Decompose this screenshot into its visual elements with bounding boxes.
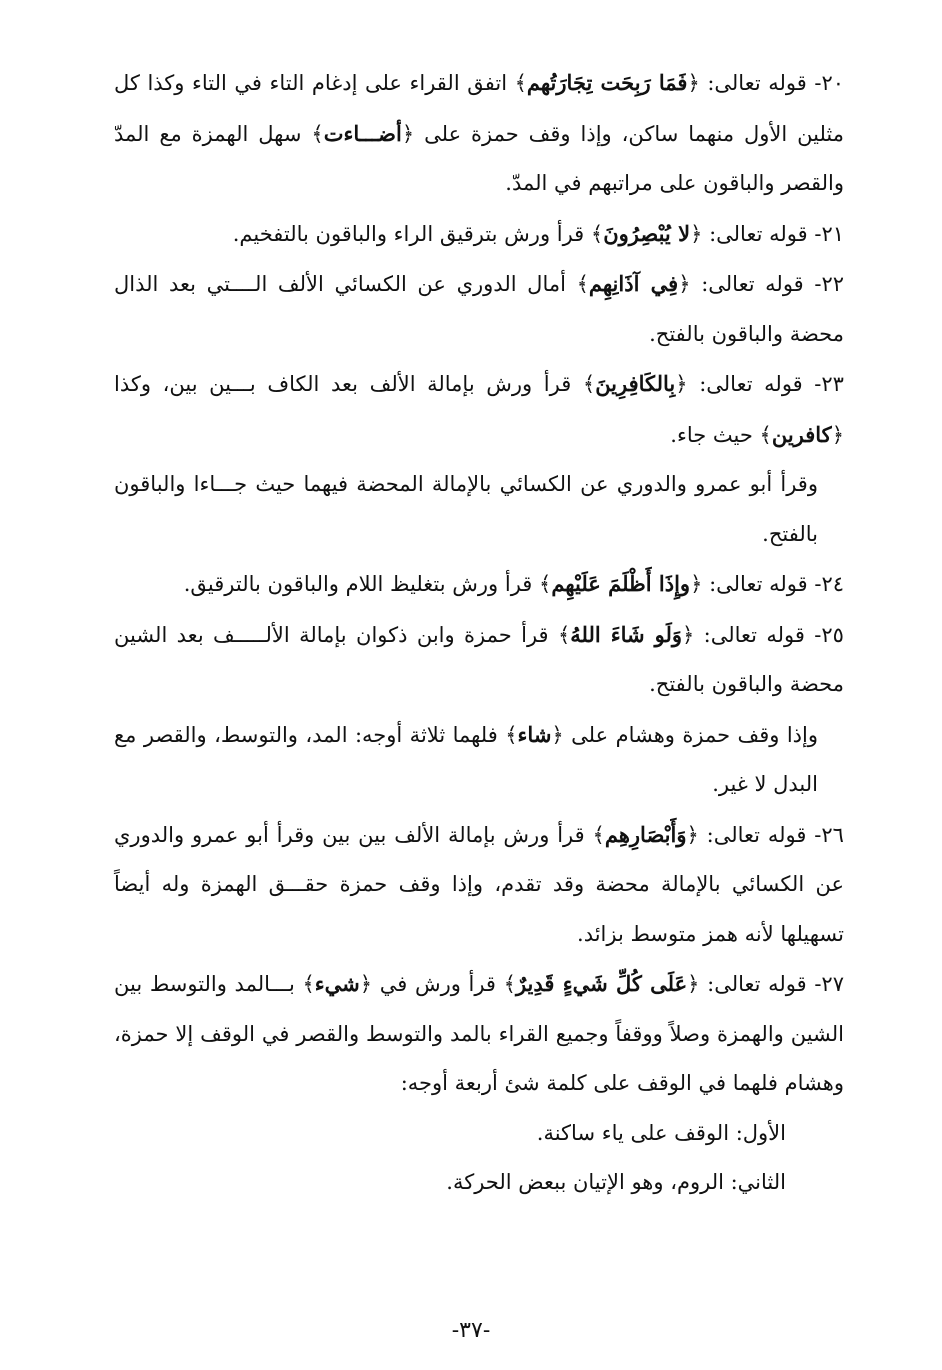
item-number: ٢٢ (821, 272, 845, 296)
paragraph-26: ٢٦- قوله تعالى: ﴿وَأَبْصَارِهِم﴾ قرأ ورش بإمالة الألف بين بين وقرأ أبو عمرو والدوري عن الكسائي بالإمالة محضة وقد تقدم، وإذا وقف حمزة حقـــق الهمزة وله أيضاً تسهيلها لأنه همز متوسط بزائد. (114, 821, 844, 946)
paragraph-22: ٢٢- قوله تعالى: ﴿فِي آذَانِهِم﴾ أمال الدوري عن الكسائي الألف الــــتي بعد الذال محضة والباقون بالفتح. (114, 271, 845, 346)
commentary: أمال الدوري عن الكسائي الألف الــــتي بعد الذال محضة والباقون بالفتح. (114, 272, 844, 346)
commentary: وقرأ أبو عمرو والدوري عن الكسائي بالإمالة المحضة فيهما حيث جـــاءا والباقون بالفتح. (114, 472, 818, 546)
commentary: قرأ ورش بإمالة الألف بين بين وقرأ أبو عمرو والدوري عن الكسائي بالإمالة محضة وقد تقدم، وإذا وقف حمزة حقـــق الهمزة وله أيضاً تسهيلها لأنه همز متوسط بزائد. (114, 822, 844, 946)
item-number: ٢٤ (821, 572, 844, 596)
item-number: ٢١ (821, 221, 844, 246)
quran-verse: فِي آذَانِهِم (588, 271, 679, 296)
commentary: قرأ حمزة وابن ذكوان بإمالة الألـــــف بعد الشين محضة والباقون بالفتح. (114, 622, 844, 696)
quran-word: شيء (314, 971, 360, 996)
commentary: وإذا وقف حمزة وهشام على (571, 722, 818, 747)
paragraph-24: ٢٤- قوله تعالى: ﴿وإِذَا أَظْلَمَ عَلَيْهِم﴾ قرأ ورش بتغليظ اللام والباقون بالترقيق. (183, 571, 844, 596)
paragraph-27: ٢٧- قوله تعالى: ﴿عَلَى كُلِّ شَيءٍ قَدِيرٌ﴾ قرأ ورش في ﴿شيء﴾ بـــالمد والتوسط بين الشين والهمزة وصلاً ووقفاً وجميع القراء بالمد والتوسط والقصر في الوقف إلا حمزة، وهشام فلهما في الوقف على كلمة شئ أربعة أوجه: (114, 971, 844, 1095)
text-block (114, 58, 844, 1208)
intro: قوله تعالى: (699, 372, 803, 396)
item-number: ٢٣ (821, 372, 844, 396)
quran-verse: عَلَى كُلِّ شَيءٍ قَدِيرٌ (515, 971, 688, 996)
quran-verse: وإِذَا أَظْلَمَ عَلَيْهِم (551, 571, 691, 596)
paragraph-23: ٢٣- قوله تعالى: ﴿بِالكَافِرِينَ﴾ قرأ ورش بإمالة الألف بعد الكاف بـــين بين، وكذا ﴿كافرين﴾ حيث جاء. (114, 371, 844, 447)
intro: قوله تعالى: (701, 272, 804, 296)
quran-verse: لا يُبْصِرُونَ (603, 220, 691, 246)
intro: قوله تعالى: (707, 71, 807, 95)
list-item-second: الثاني: الروم، وهو الإتيان ببعض الحركة. (446, 1170, 786, 1194)
item-number: ٢٦ (821, 822, 844, 847)
commentary: بـــالمد والتوسط بين الشين والهمزة وصلاً ووقفاً وجميع القراء بالمد والتوسط والقصر في الوقف إلا حمزة، وهشام فلهما في الوقف على كلمة شئ أربعة أوجه: (114, 972, 844, 1095)
item-number: ٢٧ (821, 972, 844, 996)
commentary: قرأ ورش بتغليظ اللام والباقون بالترقيق. (183, 572, 533, 596)
page-number: -٣٧- (451, 1318, 491, 1343)
commentary: فلهما ثلاثة أوجه: المد، والتوسط، والقصر مع البدل لا غير. (114, 722, 818, 796)
quran-word: كافرين (771, 421, 832, 447)
commentary: سهل الهمزة مع المدّ والقصر والباقون على مراتبهم في المدّ. (114, 121, 844, 195)
commentary: حيث جاء. (670, 422, 753, 447)
list-item-first: الأول: الوقف على ياء ساكنة. (536, 1120, 786, 1145)
commentary: اتفق القراء على إدغام التاء في التاء وكذا كل مثلين الأول منهما ساكن، وإذا وقف حمزة على (114, 71, 845, 146)
intro: قوله تعالى: (709, 572, 808, 596)
item-number: ٢٥ (821, 622, 844, 647)
intro: قوله تعالى: (707, 972, 807, 996)
paragraph-23-continued (114, 460, 844, 559)
paragraph-25: ٢٥- قوله تعالى: ﴿وَلَو شَاءَ اللهُ﴾ قرأ حمزة وابن ذكوان بإمالة الألـــــف بعد الشين محضة والباقون بالفتح. (114, 621, 844, 696)
commentary: قرأ ورش في (379, 972, 496, 996)
intro: قوله تعالى: (703, 622, 805, 647)
paragraph-25-continued: وإذا وقف حمزة وهشام على ﴿شاء﴾ فلهما ثلاثة أوجه: المد، والتوسط، والقصر مع البدل لا غير. (114, 721, 818, 796)
commentary: قرأ ورش بإمالة الألف بعد الكاف بـــين بين، وكذا (114, 372, 572, 396)
quran-verse: فَمَا رَبِحَت تِجَارَتُهم (526, 70, 688, 95)
commentary: قرأ ورش بترقيق الراء والباقون بالتفخيم. (232, 221, 585, 246)
intro: قوله تعالى: (709, 221, 808, 246)
intro: قوله تعالى: (706, 822, 807, 847)
paragraph-20: ٢٠- قوله تعالى: ﴿فَمَا رَبِحَت تِجَارَتُهم﴾ اتفق القراء على إدغام التاء في التاء وكذا كل مثلين الأول منهما ساكن، وإذا وقف حمزة على ﴿أضـــاءت﴾ سهل الهمزة مع المدّ والقصر والباقون على مراتبهم في المدّ. (114, 70, 845, 195)
quran-word: أضـــاءت (323, 120, 402, 146)
item-number: ٢٠ (821, 71, 844, 95)
quran-verse: بِالكَافِرِينَ (595, 371, 676, 396)
paragraph-21: ٢١- قوله تعالى: ﴿لا يُبْصِرُونَ﴾ قرأ ورش بترقيق الراء والباقون بالتفخيم. (232, 220, 844, 246)
quran-verse: وَلَو شَاءَ اللهُ (570, 621, 682, 647)
quran-word: شاء (517, 721, 552, 747)
quran-verse: وَأَبْصَارِهِم (604, 821, 687, 847)
